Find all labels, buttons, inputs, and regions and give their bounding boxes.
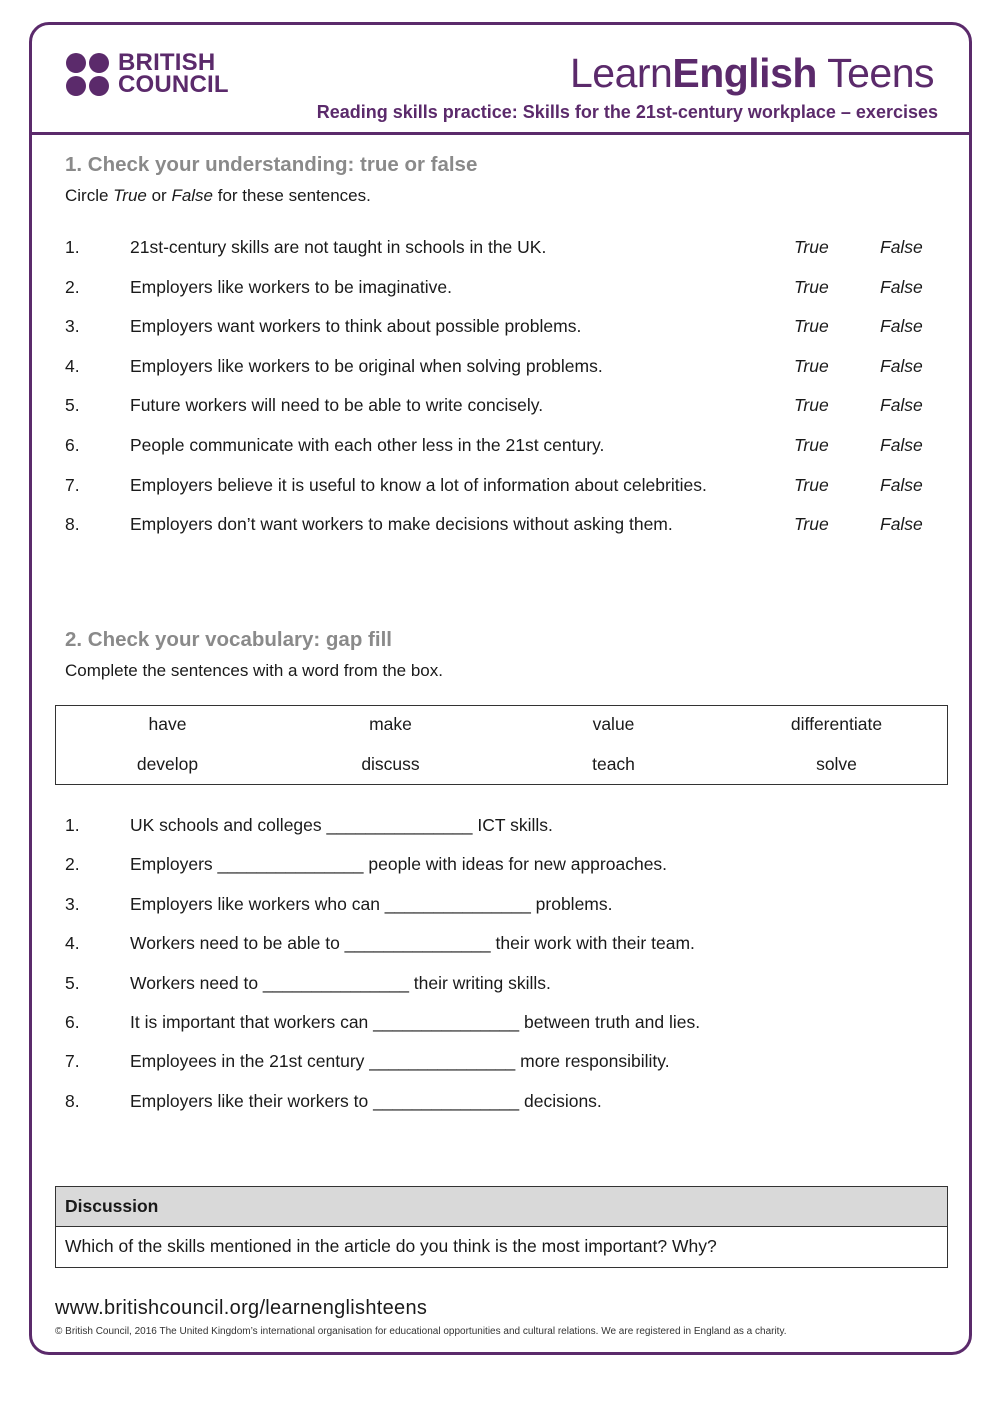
logo-line-2: COUNCIL: [118, 71, 229, 98]
section-2-title: 2. Check your vocabulary: gap fill: [65, 628, 392, 651]
page-frame: [29, 22, 972, 1355]
gap-fill-row: [65, 854, 945, 878]
tf-question-row: [65, 435, 945, 459]
tf-question-row: [65, 395, 945, 419]
question-number: 8.: [65, 514, 80, 535]
question-text: 21st-century skills are not taught in schools in the UK.: [130, 237, 547, 257]
word-box-word: teach: [592, 754, 635, 774]
word-box-word: develop: [136, 754, 199, 774]
gap-fill-row: [65, 894, 945, 918]
discussion-box: [55, 1186, 948, 1268]
question-text: Employers like workers to be original when solving problems.: [130, 355, 603, 376]
true-option[interactable]: True: [794, 355, 829, 376]
gap-sentence[interactable]: Employers like workers who can _______________ problems.: [130, 893, 613, 914]
true-option[interactable]: True: [794, 237, 829, 257]
true-option[interactable]: True: [794, 435, 829, 455]
question-number: 6.: [65, 435, 80, 455]
section-1-title: 1. Check your understanding: true or false: [65, 153, 478, 176]
false-option[interactable]: False: [880, 276, 923, 297]
question-text: Future workers will need to be able to write concisely.: [130, 395, 544, 416]
british-council-logo: [66, 49, 229, 98]
question-text: People communicate with each other less in the 21st century.: [130, 435, 605, 455]
gap-sentence[interactable]: Employers _______________ people with ideas for new approaches.: [130, 854, 668, 875]
question-number: 7.: [65, 474, 80, 495]
tf-question-row: [65, 316, 945, 340]
tf-question-row: [65, 475, 945, 499]
logo-line-1: BRITISH: [118, 49, 216, 76]
header-divider: [29, 132, 972, 135]
word-box-word: differentiate: [790, 714, 883, 734]
logo-dots-icon: [66, 53, 109, 96]
true-option[interactable]: True: [794, 276, 829, 297]
true-option[interactable]: True: [794, 474, 829, 495]
worksheet-subtitle: Reading skills practice: Skills for the 21st-century workplace – exercises: [316, 102, 938, 122]
false-option[interactable]: False: [880, 474, 923, 495]
word-box-word: make: [369, 714, 412, 734]
false-option[interactable]: False: [880, 355, 923, 376]
false-option[interactable]: False: [880, 435, 923, 455]
gap-fill-row: [65, 933, 945, 957]
gap-fill-row: [65, 1012, 945, 1036]
false-option[interactable]: False: [880, 237, 923, 257]
question-number: 2.: [65, 854, 80, 875]
gap-sentence[interactable]: Employees in the 21st century _______________ more responsibility.: [130, 1051, 670, 1072]
question-number: 1.: [65, 237, 80, 257]
question-number: 1.: [65, 815, 80, 835]
question-number: 3.: [65, 316, 80, 337]
word-box-word: value: [592, 714, 635, 734]
question-number: 2.: [65, 276, 80, 297]
word-box-word: have: [148, 714, 187, 734]
question-number: 7.: [65, 1051, 80, 1072]
section-2-instruction: Complete the sentences with a word from the box.: [65, 661, 443, 680]
gap-fill-row: [65, 815, 945, 839]
question-number: 5.: [65, 972, 80, 993]
footer-url[interactable]: www.britishcouncil.org/learnenglishteens: [55, 1297, 428, 1319]
false-option[interactable]: False: [880, 395, 923, 416]
tf-question-row: [65, 514, 945, 538]
tf-question-row: [65, 277, 945, 301]
tf-question-row: [65, 237, 945, 261]
gap-sentence[interactable]: It is important that workers can _______________ between truth and lies.: [130, 1012, 701, 1032]
footer-copyright: © British Council, 2016 The United Kingdom’s international organisation for educational opportunities and cultural relations. We are registered in England as a charity.: [55, 1326, 787, 1337]
gap-sentence[interactable]: Workers need to _______________ their writing skills.: [130, 972, 551, 993]
question-number: 6.: [65, 1012, 80, 1032]
discussion-heading: Discussion: [56, 1187, 947, 1227]
gap-sentence[interactable]: Workers need to be able to _______________ their work with their team.: [130, 933, 695, 954]
question-number: 8.: [65, 1090, 80, 1111]
question-number: 3.: [65, 893, 80, 914]
true-option[interactable]: True: [794, 316, 829, 337]
word-box-word: solve: [816, 754, 857, 774]
question-text: Employers like workers to be imaginative.: [130, 276, 452, 297]
gap-fill-row: [65, 973, 945, 997]
gap-sentence[interactable]: UK schools and colleges _______________ ICT skills.: [130, 815, 553, 835]
gap-sentence[interactable]: Employers like their workers to _______________ decisions.: [130, 1090, 602, 1111]
learnenglish-teens-brand: LearnEnglish Teens: [569, 50, 934, 96]
section-1-instruction: Circle True or False for these sentences.: [65, 186, 371, 205]
question-text: Employers don’t want workers to make decisions without asking them.: [130, 514, 673, 535]
word-box: [55, 705, 948, 785]
gap-fill-row: [65, 1091, 945, 1115]
gap-fill-row: [65, 1051, 945, 1075]
question-number: 5.: [65, 395, 80, 416]
tf-question-row: [65, 356, 945, 380]
false-option[interactable]: False: [880, 316, 923, 337]
question-text: Employers believe it is useful to know a lot of information about celebrities.: [130, 474, 707, 495]
question-text: Employers want workers to think about possible problems.: [130, 316, 582, 337]
true-option[interactable]: True: [794, 514, 829, 535]
question-number: 4.: [65, 933, 80, 954]
true-option[interactable]: True: [794, 395, 829, 416]
question-number: 4.: [65, 355, 80, 376]
false-option[interactable]: False: [880, 514, 923, 535]
word-box-word: discuss: [361, 754, 420, 774]
discussion-question: Which of the skills mentioned in the article do you think is the most important? Why?: [65, 1236, 717, 1256]
